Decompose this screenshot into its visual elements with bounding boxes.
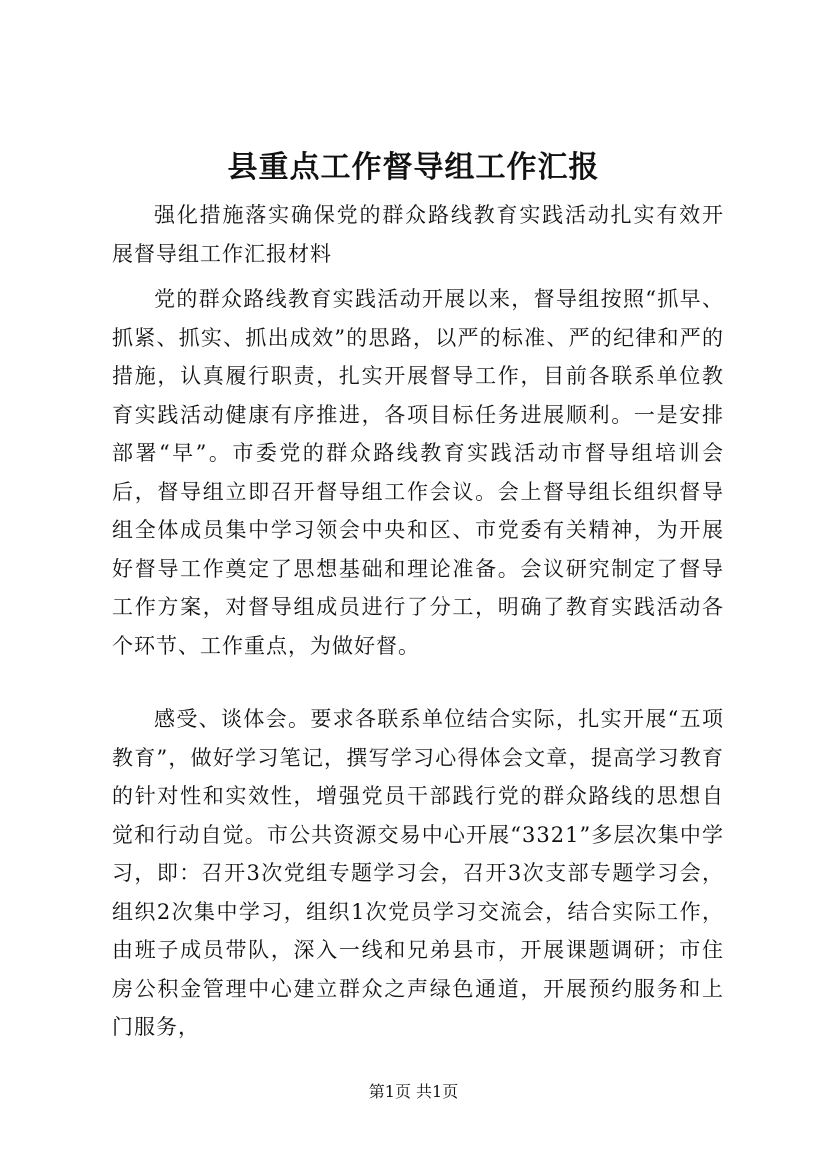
body-paragraph-block-2 bbox=[112, 700, 724, 1047]
paragraph-2: 党的群众路线教育实践活动开展以来，督导组按照“抓早、抓紧、抓实、抓出成效”的思路，以严的标准、严的纪律和严的措施，认真履行职责，扎实开展督导工作，目前各联系单位教育实践活动健康有序推进，各项目标任务进展顺利。一是安排部署“早”。市委党的群众路线教育实践活动市督导组培训会后，督导组立即召开督导组工作会议。会上督导组长组织督导组全体成员集中学习领会中央和区、市党委有关精神，为开展好督导工作奠定了思想基础和理论准备。会议研究制定了督导工作方案，对督导组成员进行了分工，明确了教育实践活动各个环节、工作重点，为做好督。 bbox=[112, 287, 724, 658]
subtitle-paragraph bbox=[112, 196, 724, 273]
document-title: 县重点工作督导组工作汇报 bbox=[227, 150, 600, 185]
paragraph-3: 感受、谈体会。要求各联系单位结合实际，扎实开展“五项教育”，做好学习笔记，撰写学习心得体会文章，提高学习教育的针对性和实效性，增强党员干部践行党的群众路线的思想自觉和行动自觉。市公共资源交易中心开展“3321”多层次集中学习，即：召开3次党组专题学习会，召开3次支部专题学习会，组织2次集中学习，组织1次党员学习交流会，结合实际工作，由班子成员带队，深入一线和兄弟县市，开展课题调研；市住房公积金管理中心建立群众之声绿色通道，开展预约服务和上门服务， bbox=[112, 707, 724, 1039]
page-footer: 第1页 共1页 bbox=[368, 1082, 459, 1101]
body-paragraph-block bbox=[112, 280, 724, 665]
paragraph-1: 强化措施落实确保党的群众路线教育实践活动扎实有效开展督导组工作汇报材料 bbox=[112, 203, 724, 266]
